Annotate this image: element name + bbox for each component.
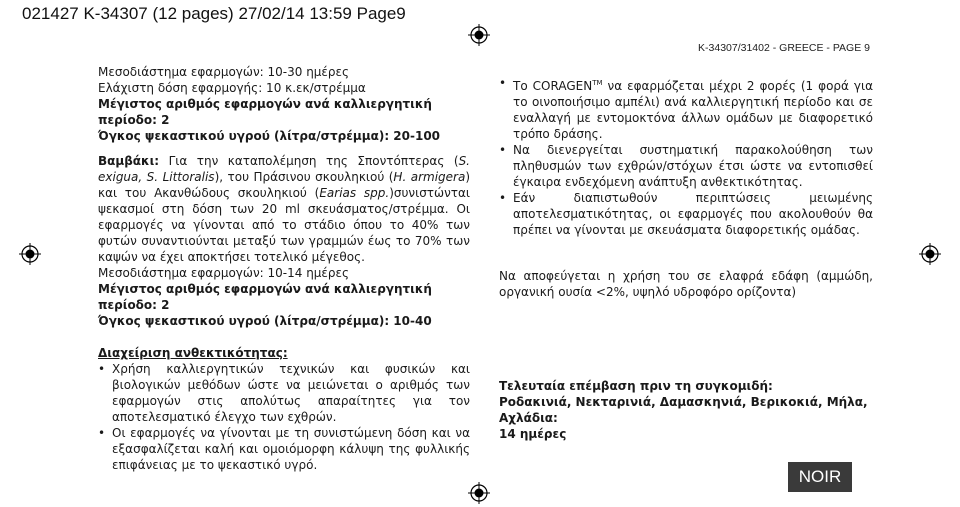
resistance-list-continued bbox=[499, 75, 873, 238]
cotton-label: Βαμβάκι: bbox=[98, 154, 160, 168]
coragen-text-b: να εφαρμόζεται μέχρι 2 φορές (1 φορά για το οινοποιήσιμο αμπέλι) ανά καλλιεργητική περίοδο και σε εναλλαγή με εντομοκτόνα άλλων ομάδων με διαφορετικό τρόπο δράσης. bbox=[513, 79, 873, 141]
resistance-heading: Διαχείριση ανθεκτικότητας: bbox=[98, 346, 288, 360]
phi-crops: Ροδακινιά, Νεκταρινιά, Δαμασκηνιά, Βερικοκιά, Μήλα, Αχλάδια: bbox=[499, 395, 868, 425]
cotton-interval-line: Μεσοδιάστημα εφαρμογών: 10-14 ημέρες bbox=[98, 266, 350, 280]
min-dose-line: Ελάχιστη δόση εφαρμογής: 10 κ.εκ/στρέμμα bbox=[98, 81, 366, 95]
spray-volume-line: Όγκος ψεκαστικού υγρού (λίτρα/στρέμμα): 20-100 bbox=[98, 129, 441, 143]
cotton-text-d: )συνιστώνται ψεκασμοί στη δόση των 20 ml σκευάσματος/στρέμμα. Οι εφαρμογές να γίνονται από το στάδιο όπου το 40% των φυτών συναντιούνται μεταξύ των γραμμών έως το 70% των καψών να έχει αποκτήσει τοτελικό μέγεθος. bbox=[98, 186, 470, 264]
registration-mark-bottom-icon bbox=[468, 482, 490, 504]
right-column bbox=[499, 75, 873, 442]
list-item: • Εάν διαπιστωθούν περιπτώσεις μειωμένης αποτελεσματικότητας, οι εφαρμογές που ακολουθούν θα πρέπει να γίνονται με σκευάσματα διαφορετικής ομάδας. bbox=[499, 190, 873, 238]
registration-mark-right-icon bbox=[919, 243, 941, 265]
trademark-mark: TM bbox=[592, 79, 603, 87]
species-earias: Earias spp. bbox=[319, 186, 390, 200]
list-item: • Χρήση καλλιεργητικών τεχνικών και φυσικών και βιολογικών μεθόδων ώστε να μειώνεται ο αριθμός των εφαρμογών στις απολύτως απαραίτητες για τον αποτελεσματικό έλεγχο των εχθρών. bbox=[98, 361, 470, 425]
print-slug: 021427 K-34307 (12 pages) 27/02/14 13:59 Page9 bbox=[22, 4, 406, 23]
interval-line: Μεσοδιάστημα εφαρμογών: 10-30 ημέρες bbox=[98, 65, 350, 79]
cotton-text-b: ), του Πράσινου σκουληκιού ( bbox=[214, 170, 394, 184]
species-spodoptera: S. exigua, S. Littoralis bbox=[98, 154, 470, 184]
list-item: • Να διενεργείται συστηματική παρακολούθηση των πληθυσμών των εχθρών/στόχων έτσι ώστε να εντοπισθεί έγκαιρα ενδεχόμενη ανάπτυξη ανθεκτικότητας. bbox=[499, 142, 873, 190]
cotton-spray-volume-line: Όγκος ψεκαστικού υγρού (λίτρα/στρέμμα): 10-40 bbox=[98, 314, 432, 328]
phi-days: 14 ημέρες bbox=[499, 427, 567, 441]
left-column bbox=[98, 64, 470, 473]
list-item bbox=[499, 75, 873, 142]
max-applications-line: Μέγιστος αριθμός εφαρμογών ανά καλλιεργητική περίοδο: 2 bbox=[98, 97, 432, 127]
cotton-paragraph bbox=[98, 153, 470, 265]
cotton-text-a: Για την καταπολέμηση της Σποντόπτερας ( bbox=[159, 154, 459, 168]
cotton-max-applications-line: Μέγιστος αριθμός εφαρμογών ανά καλλιεργητική περίοδο: 2 bbox=[98, 282, 432, 312]
registration-mark-left-icon bbox=[19, 243, 41, 265]
species-armigera: H. armigera bbox=[393, 170, 466, 184]
resistance-list bbox=[98, 361, 470, 473]
list-item: • Οι εφαρμογές να γίνονται με τη συνιστώμενη δόση και να εξασφαλίζεται καλή και ομοιόμορφη κάλυψη της φυλλικής επιφάνειας με το ψεκαστικό υγρό. bbox=[98, 425, 470, 473]
cotton-text-c: ) και του Ακανθώδους σκουληκιού ( bbox=[98, 170, 471, 200]
doc-code: K-34307/31402 - GREECE - PAGE 9 bbox=[698, 42, 870, 54]
soil-warning: Να αποφεύγεται η χρήση του σε ελαφρά εδάφη (αμμώδη, οργανική ουσία <2%, υψηλό υδροφόρο ορίζοντα) bbox=[499, 269, 873, 299]
phi-heading: Τελευταία επέμβαση πριν τη συγκομιδή: bbox=[499, 379, 773, 393]
registration-mark-top-icon bbox=[468, 24, 490, 46]
coragen-text-a: Το CORAGEN bbox=[513, 79, 593, 93]
color-plate-badge: NOIR bbox=[788, 462, 852, 492]
